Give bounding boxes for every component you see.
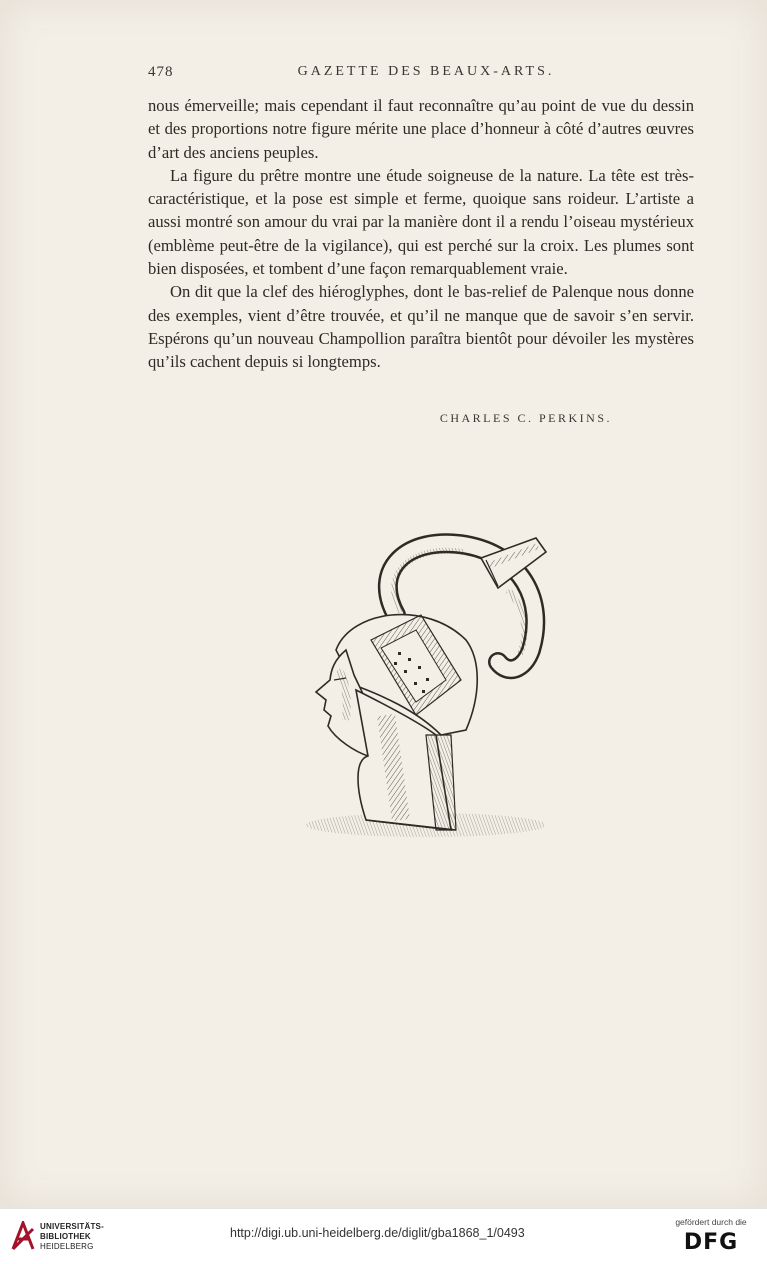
logo-line: BIBLIOTHEK [40, 1232, 91, 1241]
author-signature: CHARLES C. PERKINS. [439, 411, 612, 425]
permalink-url[interactable]: http://digi.ub.uni-heidelberg.de/diglit/gba1868_1/0493 [230, 1226, 525, 1240]
university-library-logo [10, 1219, 106, 1257]
page-header [148, 64, 704, 86]
vessel-engraving-icon [276, 530, 556, 850]
funded-by-label: gefördert durch die [675, 1217, 747, 1227]
paragraph: La figure du prêtre montre une étude soigneuse de la nature. La tête est très-caractéristique, et la pose est simple et ferme, quoique sans roideur. L’artiste a aussi montré son amour du vrai par la manière dont il a rendu l’oiseau mystérieux (emblème peut-être de la vigilance), qui est perché sur la croix. Les plumes sont bien disposées, et tombent d’une façon remarquablement vraie. [148, 165, 694, 279]
paragraph: On dit que la clef des hiéroglyphes, dont le bas-relief de Palenque nous donne des exemples, vient d’être trouvée, et qu’il ne manque que de savoir s’en servir. Espérons qu’un nouveau Champollion paraîtra bientôt pour dévoiler les mystères qu’ils cachent depuis si longtemps. [148, 282, 694, 372]
paragraph: nous émerveille; mais cependant il faut reconnaître qu’au point de vue du dessin et des proportions notre figure mérite une place d’honneur à côté d’autres œuvres d’art des anciens peuples. [148, 96, 694, 162]
logo-line: HEIDELBERG [40, 1242, 94, 1251]
page-number: 478 [148, 64, 174, 80]
article-text [148, 94, 694, 374]
logo-line: UNIVERSITÄTS- [40, 1222, 104, 1231]
running-title: GAZETTE DES BEAUX-ARTS. [297, 64, 555, 79]
funder-block [665, 1215, 757, 1261]
head-vessel-illustration [276, 530, 556, 850]
digitization-footer [0, 1208, 767, 1264]
library-emblem-icon [10, 1221, 36, 1251]
dfg-logo: DFG [683, 1230, 739, 1255]
